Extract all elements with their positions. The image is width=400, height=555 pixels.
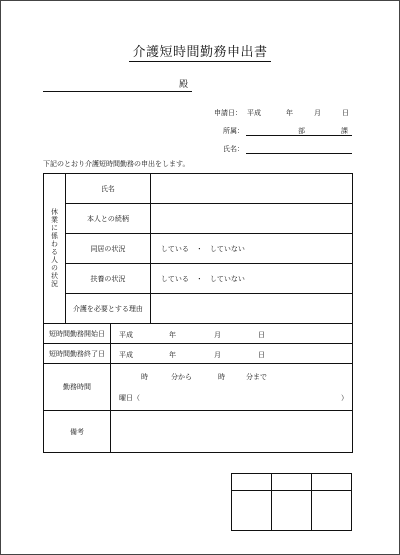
- hours-label: 勤務時間: [44, 364, 111, 411]
- approval-header-cell: [232, 474, 272, 491]
- addressee-line[interactable]: [43, 91, 192, 92]
- end-date-label: 短時間勤務終了日: [44, 344, 111, 364]
- care-section-side-label: 休業に係わる人の状況: [44, 174, 66, 324]
- hours-to-hour: 時: [217, 373, 225, 381]
- notes-field[interactable]: [110, 411, 352, 453]
- form-title: 介護短時間勤務申出書: [1, 41, 399, 60]
- end-month: 月: [213, 351, 221, 359]
- care-row-label: 同居の状況: [65, 234, 150, 264]
- hours-to-minute: 分まで: [245, 373, 267, 381]
- end-era: 平成: [118, 351, 133, 359]
- care-row-label: 本人との続柄: [65, 204, 150, 234]
- start-era: 平成: [118, 331, 133, 339]
- end-date-field[interactable]: [110, 344, 352, 364]
- start-month: 月: [213, 331, 221, 339]
- application-table: [43, 173, 353, 453]
- date-day: 日: [342, 109, 349, 117]
- intro-text: 下記のとおり介護短時間勤務の申出をします。: [43, 160, 190, 168]
- date-year: 年: [286, 109, 293, 117]
- care-row-value[interactable]: [150, 174, 352, 204]
- notes-label: 備考: [44, 411, 111, 453]
- addressee-suffix: 殿: [179, 80, 189, 90]
- approval-header-cell: [272, 474, 312, 491]
- name-label: 氏名：: [223, 145, 244, 153]
- approval-seal-cell[interactable]: [232, 491, 272, 531]
- care-row-value[interactable]: [150, 294, 352, 324]
- dept-field[interactable]: [246, 135, 352, 136]
- approval-seal-cell[interactable]: [312, 491, 352, 531]
- approval-header-cell: [312, 474, 352, 491]
- date-era: 平成: [247, 109, 261, 117]
- dept-label: 所属：: [223, 127, 244, 135]
- care-row-label: 氏名: [65, 174, 150, 204]
- date-month: 月: [314, 109, 321, 117]
- start-date-field[interactable]: [110, 324, 352, 344]
- approval-seal-cell[interactable]: [272, 491, 312, 531]
- care-row-label: 介護を必要とする理由: [65, 294, 150, 324]
- care-row-value[interactable]: [150, 204, 352, 234]
- end-year: 年: [168, 351, 176, 359]
- care-row-label: 扶養の状況: [65, 264, 150, 294]
- start-year: 年: [168, 331, 176, 339]
- dept-unit: 部: [298, 127, 305, 135]
- start-date-label: 短時間勤務開始日: [44, 324, 111, 344]
- weekday-label: 曜日（: [118, 394, 140, 402]
- name-field[interactable]: [246, 153, 352, 154]
- hours-field[interactable]: [110, 364, 352, 411]
- care-row-value[interactable]: している ・ していない: [150, 234, 352, 264]
- start-day: 日: [257, 331, 265, 339]
- weekday-close: ）: [340, 394, 348, 402]
- section-unit: 課: [341, 127, 348, 135]
- hours-from-minute: 分から: [170, 373, 192, 381]
- date-label: 申請日：: [214, 109, 242, 117]
- care-row-value[interactable]: している ・ していない: [150, 264, 352, 294]
- end-day: 日: [257, 351, 265, 359]
- hours-from-hour: 時: [140, 373, 148, 381]
- approval-boxes: [231, 473, 352, 531]
